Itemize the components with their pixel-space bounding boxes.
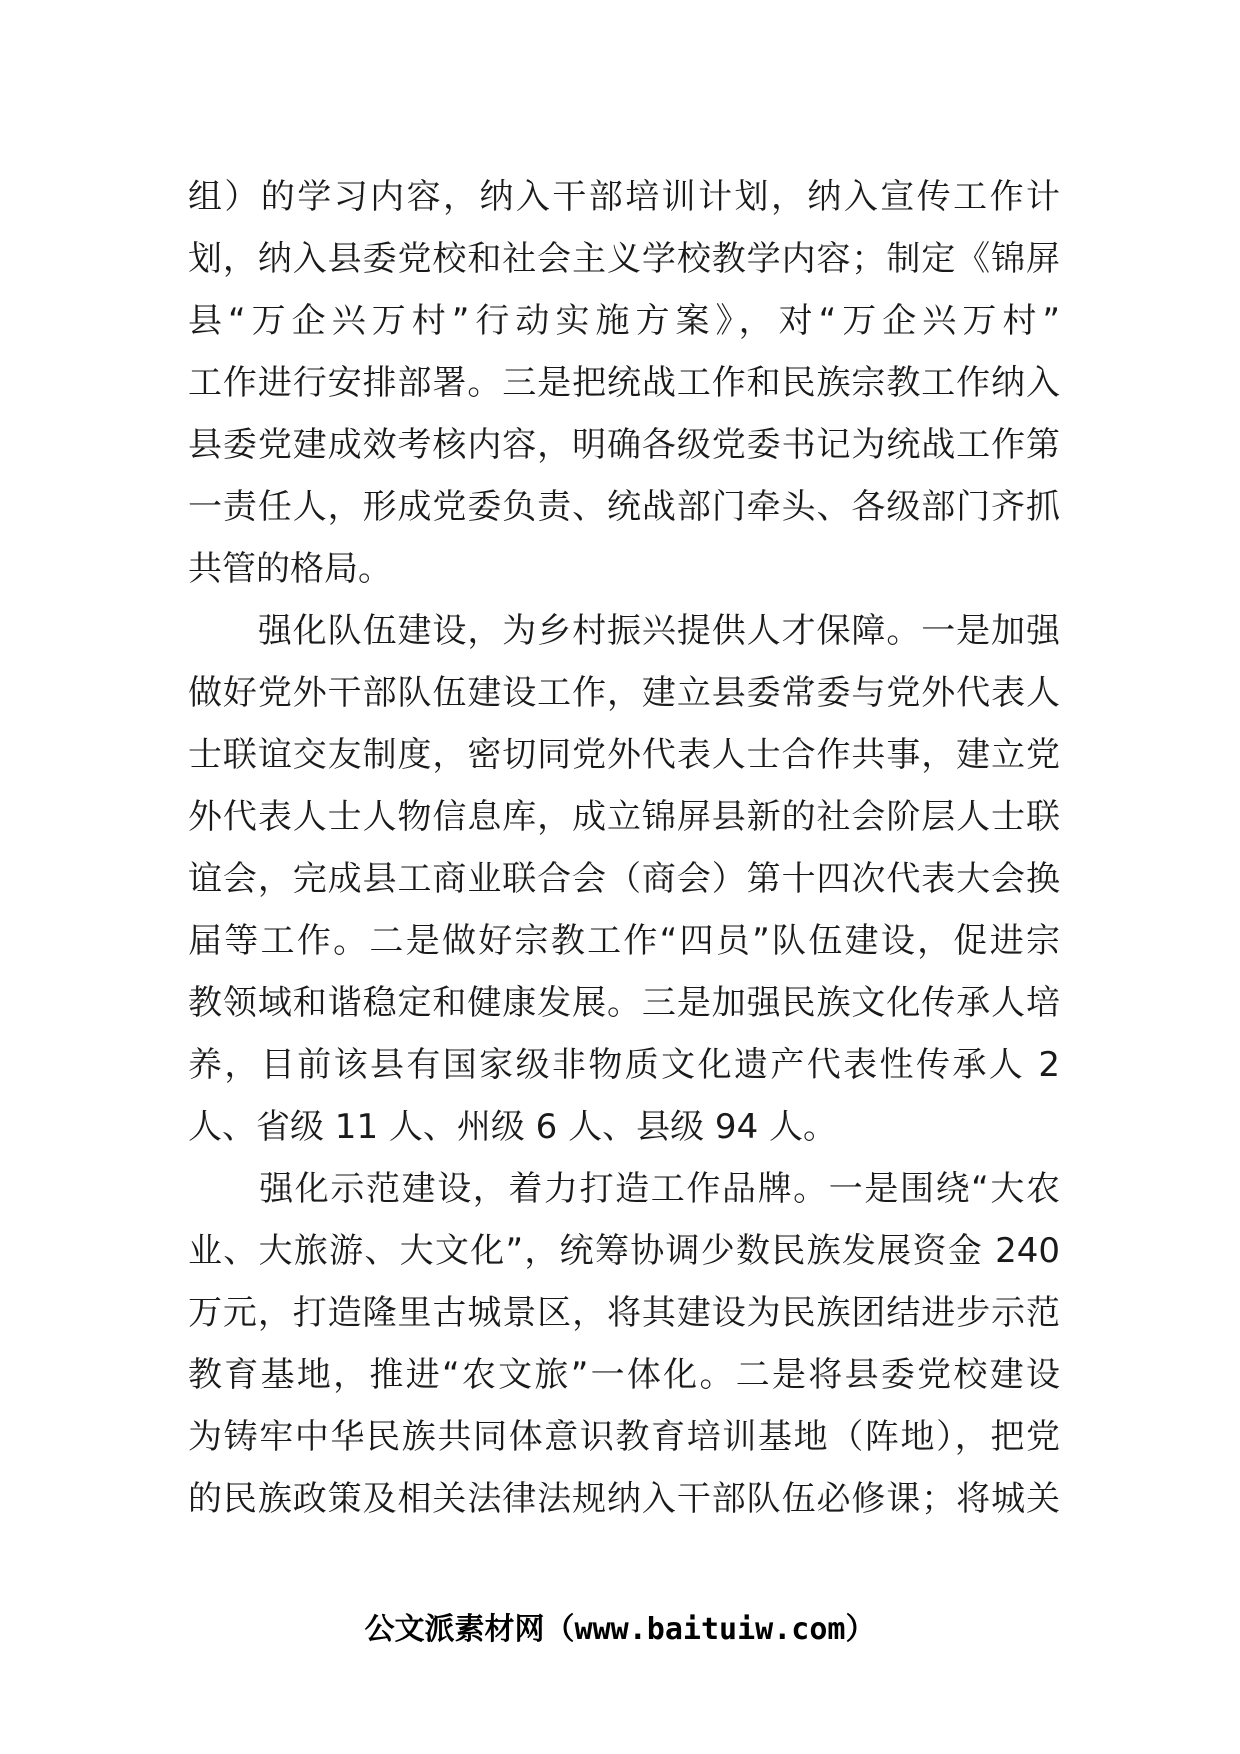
text-line-15: 养，目前该县有国家级非物质文化遗产代表性传承人 2 (188, 1045, 1060, 1085)
text-line-21: 为铸牢中华民族共同体意识教育培训基地（阵地），把党 (188, 1417, 1060, 1457)
text-line-19: 万元，打造隆里古城景区，将其建设为民族团结进步示范 (188, 1293, 1060, 1333)
text-line-11: 外代表人士人物信息库，成立锦屏县新的社会阶层人士联 (188, 797, 1060, 837)
text-line-3: 县“万企兴万村”行动实施方案》，对“万企兴万村” (188, 301, 1060, 341)
text-line-13: 届等工作。二是做好宗教工作“四员”队伍建设，促进宗 (188, 921, 1060, 961)
text-line-1: 组）的学习内容，纳入干部培训计划，纳入宣传工作计 (188, 177, 1060, 217)
text-line-7: 共管的格局。 (188, 549, 392, 589)
text-line-20: 教育基地，推进“农文旅”一体化。二是将县委党校建设 (188, 1355, 1060, 1395)
page-footer (0, 1610, 1240, 1650)
text-line-10: 士联谊交友制度，密切同党外代表人士合作共事，建立党 (188, 735, 1060, 775)
text-line-4: 工作进行安排部署。三是把统战工作和民族宗教工作纳入 (188, 363, 1060, 403)
text-line-8: 强化队伍建设，为乡村振兴提供人才保障。一是加强 (188, 611, 1060, 651)
footer-site-name: 公文派素材网 (364, 1612, 545, 1647)
text-line-12: 谊会，完成县工商业联合会（商会）第十四次代表大会换 (188, 859, 1060, 899)
document-body (188, 166, 1060, 1530)
text-line-9: 做好党外干部队伍建设工作，建立县委常委与党外代表人 (188, 673, 1060, 713)
text-line-17: 强化示范建设，着力打造工作品牌。一是围绕“大农 (188, 1169, 1060, 1209)
text-line-5: 县委党建成效考核内容，明确各级党委书记为统战工作第 (188, 425, 1060, 465)
footer-url: （www.baituiw.com） (544, 1612, 876, 1647)
text-line-14: 教领域和谐稳定和健康发展。三是加强民族文化传承人培 (188, 983, 1060, 1023)
text-line-18: 业、大旅游、大文化”，统筹协调少数民族发展资金 240 (188, 1231, 1060, 1271)
text-line-6: 一责任人，形成党委负责、统战部门牵头、各级部门齐抓 (188, 487, 1060, 527)
text-line-22: 的民族政策及相关法律法规纳入干部队伍必修课；将城关 (188, 1479, 1060, 1519)
text-line-2: 划，纳入县委党校和社会主义学校教学内容；制定《锦屏 (188, 239, 1060, 279)
text-line-16: 人、省级 11 人、州级 6 人、县级 94 人。 (188, 1107, 838, 1147)
